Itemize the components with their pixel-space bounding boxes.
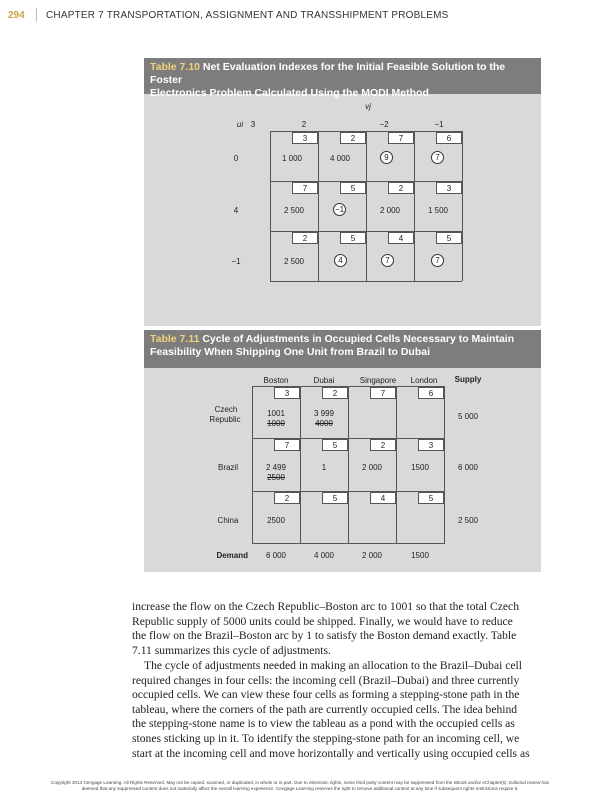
text-line: Republic supply of 5000 units could be shipped. Finally, we would have to reduce xyxy=(132,614,513,628)
flow-value: 2 000 xyxy=(379,206,401,215)
supply-value: 2 500 xyxy=(457,516,479,525)
adjusted-flow: 3 999 xyxy=(313,409,335,418)
demand-value: 2 000 xyxy=(361,551,383,560)
flow-value: 2 000 xyxy=(361,463,383,472)
text-line: the flow on the Brazil–Boston arc by 1 to satisfy the Boston demand exactly. Table xyxy=(132,629,517,643)
row-label: Brazil xyxy=(217,463,238,472)
row-label: Republic xyxy=(209,415,241,424)
table-7-11-caption-line2: Feasibility When Shipping One Unit from Brazil to Dubai xyxy=(150,346,431,358)
text-line: required changes in four cells: the incoming cell (Brazil–Dubai) and three currently xyxy=(132,673,520,687)
column-header: Dubai xyxy=(313,376,335,385)
flow-value: 2500 xyxy=(267,516,285,525)
text-line: stones sticking up in it. To identify the stepping-stone path for an incoming cell, we xyxy=(132,731,520,745)
v-value: 3 xyxy=(250,120,256,129)
cost-box: 2 xyxy=(292,232,318,244)
body-paragraph-2 xyxy=(132,659,539,761)
header-divider xyxy=(36,8,37,22)
v-value: −1 xyxy=(434,120,444,129)
net-index-circle: 7 xyxy=(381,254,394,267)
text-line: tableau, where the corners of the path are currently occupied cells. The idea behind xyxy=(132,702,518,716)
cost-box: 7 xyxy=(274,439,300,451)
table-7-11-caption xyxy=(144,330,541,368)
demand-value: 4 000 xyxy=(313,551,335,560)
column-header: Singapore xyxy=(359,376,397,385)
table-7-11-label: Table 7.11 xyxy=(150,333,200,345)
net-index-circle: −1 xyxy=(334,205,345,214)
copyright-footer xyxy=(32,780,568,792)
table-7-10 xyxy=(144,58,541,326)
demand-value: 1500 xyxy=(411,551,429,560)
v-value: −2 xyxy=(379,120,389,129)
adjusted-flow: 1001 xyxy=(267,409,285,418)
table-7-10-label: Table 7.10 xyxy=(150,61,200,73)
u-value: 4 xyxy=(233,206,239,215)
chapter-title: CHAPTER 7 TRANSPORTATION, ASSIGNMENT AND TRANSSHIPMENT PROBLEMS xyxy=(46,10,449,21)
column-header: London xyxy=(410,376,438,385)
supply-value: 5 000 xyxy=(457,412,479,421)
u-value: −1 xyxy=(231,257,241,266)
text-line: occupied cells. We can view these four cells as forming a stepping-stone path in the xyxy=(132,688,520,702)
cost-box: 2 xyxy=(274,492,300,504)
cost-box: 5 xyxy=(322,492,348,504)
text-line: 7.11 summarizes this cycle of adjustments. xyxy=(132,643,331,657)
ui-label: ui xyxy=(236,120,244,129)
cost-box: 6 xyxy=(436,132,462,144)
flow-value: 1 500 xyxy=(427,206,449,215)
original-flow: 1000 xyxy=(267,419,285,428)
cost-box: 2 xyxy=(340,132,366,144)
supply-value: 6 000 xyxy=(457,463,479,472)
flow-value: 2 500 xyxy=(283,206,305,215)
cost-box: 6 xyxy=(418,387,444,399)
cost-box: 2 xyxy=(322,387,348,399)
cost-box: 7 xyxy=(370,387,396,399)
supply-header: Supply xyxy=(454,375,482,384)
original-flow: 4000 xyxy=(315,419,333,428)
cost-box: 5 xyxy=(436,232,462,244)
cost-box: 2 xyxy=(388,182,414,194)
table-7-10-caption-line1: Net Evaluation Indexes for the Initial Feasible Solution to the Foster xyxy=(150,61,506,86)
incoming-flow: 1 xyxy=(321,463,327,472)
row-label: Czech xyxy=(214,405,238,414)
cost-box: 7 xyxy=(388,132,414,144)
flow-value: 1 000 xyxy=(281,154,303,163)
cost-box: 3 xyxy=(418,439,444,451)
vj-label: vj xyxy=(365,102,371,111)
cost-box: 7 xyxy=(292,182,318,194)
flow-value: 2 500 xyxy=(283,257,305,266)
cost-box: 2 xyxy=(370,439,396,451)
net-index-circle: 9 xyxy=(380,151,393,164)
cost-box: 3 xyxy=(274,387,300,399)
table-7-10-caption xyxy=(144,58,541,99)
flow-value: 1500 xyxy=(411,463,429,472)
page-number: 294 xyxy=(8,10,25,21)
footer-line: deemed that any suppressed content does not materially affect the overall learning experience. Cengage Learning reserves the right to remove additional content at any time if subsequent rights restrictions require it. xyxy=(81,786,519,791)
v-value: 2 xyxy=(301,120,307,129)
demand-label: Demand xyxy=(216,551,248,560)
cost-box: 5 xyxy=(340,182,366,194)
body-paragraph-1 xyxy=(132,600,539,658)
row-label: China xyxy=(217,516,239,525)
text-line: The cycle of adjustments needed in making an allocation to the Brazil–Dubai cell xyxy=(144,659,522,672)
demand-value: 6 000 xyxy=(265,551,287,560)
net-index-circle: 7 xyxy=(431,151,444,164)
cost-box: 4 xyxy=(388,232,414,244)
text-line: start at the incoming cell and move horizontally and vertically using occupied cells as xyxy=(132,746,530,760)
flow-value: 4 000 xyxy=(329,154,351,163)
text-line: increase the flow on the Czech Republic–Boston arc to 1001 so that the total Czech xyxy=(132,600,519,613)
table-7-11 xyxy=(144,330,541,572)
original-flow: 2500 xyxy=(267,473,285,482)
cost-box: 5 xyxy=(322,439,348,451)
text-line: the stepping-stone name is to view the tableau as a pond with the occupied cells as xyxy=(132,717,515,731)
net-index-circle: 7 xyxy=(431,254,444,267)
cost-box: 5 xyxy=(418,492,444,504)
cost-box: 5 xyxy=(340,232,366,244)
footer-line: Copyright 2014 Cengage Learning. All Rights Reserved. May not be copied, scanned, or duplicated, in whole or in part. Due to electronic rights, some third party content may be suppressed from the eBook and/or eChapter(s). Editorial review has xyxy=(51,780,549,785)
column-header: Boston xyxy=(263,376,289,385)
cost-box: 3 xyxy=(292,132,318,144)
table-7-11-caption-line1: Cycle of Adjustments in Occupied Cells Necessary to Maintain xyxy=(202,333,515,345)
table-7-10-caption-line2: Electronics Problem Calculated Using the MODI Method xyxy=(150,87,429,99)
u-value: 0 xyxy=(233,154,239,163)
cost-box: 4 xyxy=(370,492,396,504)
net-index-circle: 4 xyxy=(334,254,347,267)
cost-box: 3 xyxy=(436,182,462,194)
adjusted-flow: 2 499 xyxy=(265,463,287,472)
